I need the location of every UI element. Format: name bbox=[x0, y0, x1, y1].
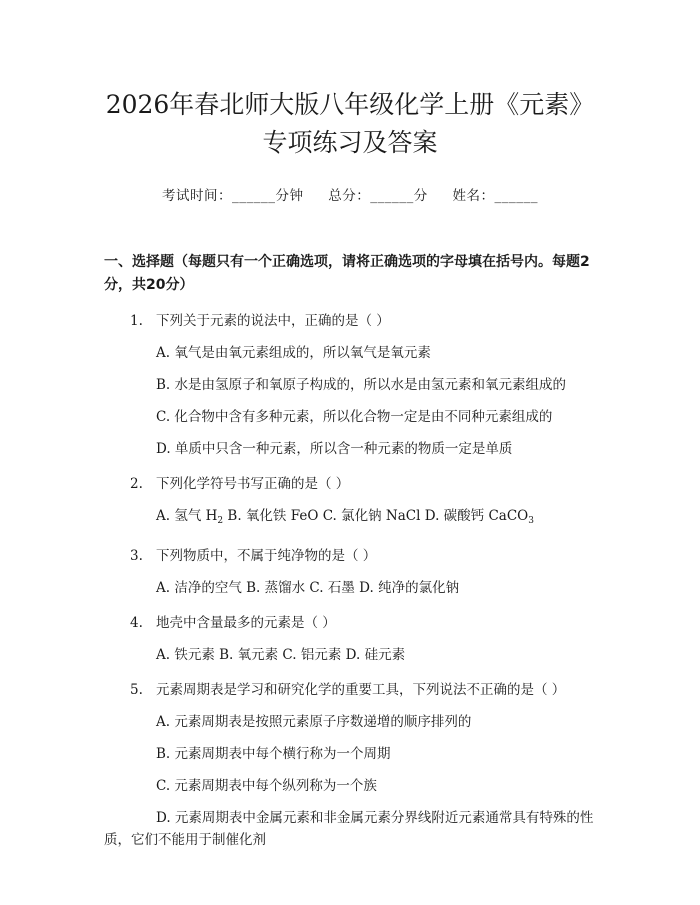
exam-time: 考试时间：______分钟 bbox=[161, 188, 304, 204]
page-title bbox=[104, 0, 596, 162]
question-3 bbox=[104, 545, 596, 567]
question-2 bbox=[104, 473, 596, 495]
subscript: 3 bbox=[528, 516, 534, 526]
options-line bbox=[104, 505, 596, 532]
question-number: 1. bbox=[130, 313, 143, 329]
option-b: B. 水是由氢原子和氧原子构成的，所以水是由氢元素和氧元素组成的 bbox=[156, 377, 567, 393]
option-a: A. 氢气 H bbox=[156, 508, 218, 524]
section-heading: 一、选择题（每题只有一个正确选项，请将正确选项的字母填在括号内。每题2分，共20分） bbox=[104, 254, 590, 293]
question-number: 5. bbox=[130, 682, 143, 698]
option-c: C. 元素周期表中每个纵列称为一个族 bbox=[156, 778, 377, 794]
question-stem: 元素周期表是学习和研究化学的重要工具，下列说法不正确的是（ ） bbox=[156, 682, 566, 698]
exam-meta bbox=[104, 184, 596, 204]
question-stem: 下列物质中，不属于纯净物的是（ ） bbox=[156, 548, 377, 564]
subscript: 2 bbox=[217, 516, 224, 526]
question-stem: 地壳中含量最多的元素是（ ） bbox=[156, 615, 336, 631]
total-score: 总分：______分 bbox=[328, 188, 428, 204]
question-stem: 下列关于元素的说法中，正确的是（ ） bbox=[156, 313, 390, 329]
options-line: A. 洁净的空气 B. 蒸馏水 C. 石墨 D. 纯净的氯化钠 bbox=[156, 580, 460, 596]
option-d: D. 元素周期表中金属元素和非金属元素分界线附近元素通常具有特殊的性质，它们不能用于制催化剂 bbox=[104, 810, 594, 848]
question-number: 3. bbox=[130, 548, 143, 564]
option-c: C. 化合物中含有多种元素，所以化合物一定是由不同种元素组成的 bbox=[156, 409, 553, 425]
question-stem: 下列化学符号书写正确的是（ ） bbox=[156, 476, 350, 492]
options-rest: B. 氧化铁 FeO C. 氯化钠 NaCl D. 碳酸钙 CaCO bbox=[223, 508, 529, 524]
student-name: 姓名：______ bbox=[452, 188, 539, 204]
option-d: D. 单质中只含一种元素，所以含一种元素的物质一定是单质 bbox=[156, 441, 513, 457]
options-line: A. 铁元素 B. 氧元素 C. 铝元素 D. 硅元素 bbox=[156, 647, 406, 663]
title-line-1: 2026年春北师大版八年级化学上册《元素》 bbox=[105, 90, 595, 119]
question-1 bbox=[104, 310, 596, 332]
question-number: 4. bbox=[130, 615, 143, 631]
question-4 bbox=[104, 612, 596, 634]
option-a: A. 元素周期表是按照元素原子序数递增的顺序排列的 bbox=[156, 714, 472, 730]
option-a: A. 氧气是由氧元素组成的，所以氧气是氧元素 bbox=[156, 345, 431, 361]
question-5 bbox=[104, 679, 596, 701]
title-line-2: 专项练习及答案 bbox=[262, 128, 438, 157]
option-b: B. 元素周期表中每个横行称为一个周期 bbox=[156, 746, 391, 762]
question-number: 2. bbox=[130, 476, 143, 492]
